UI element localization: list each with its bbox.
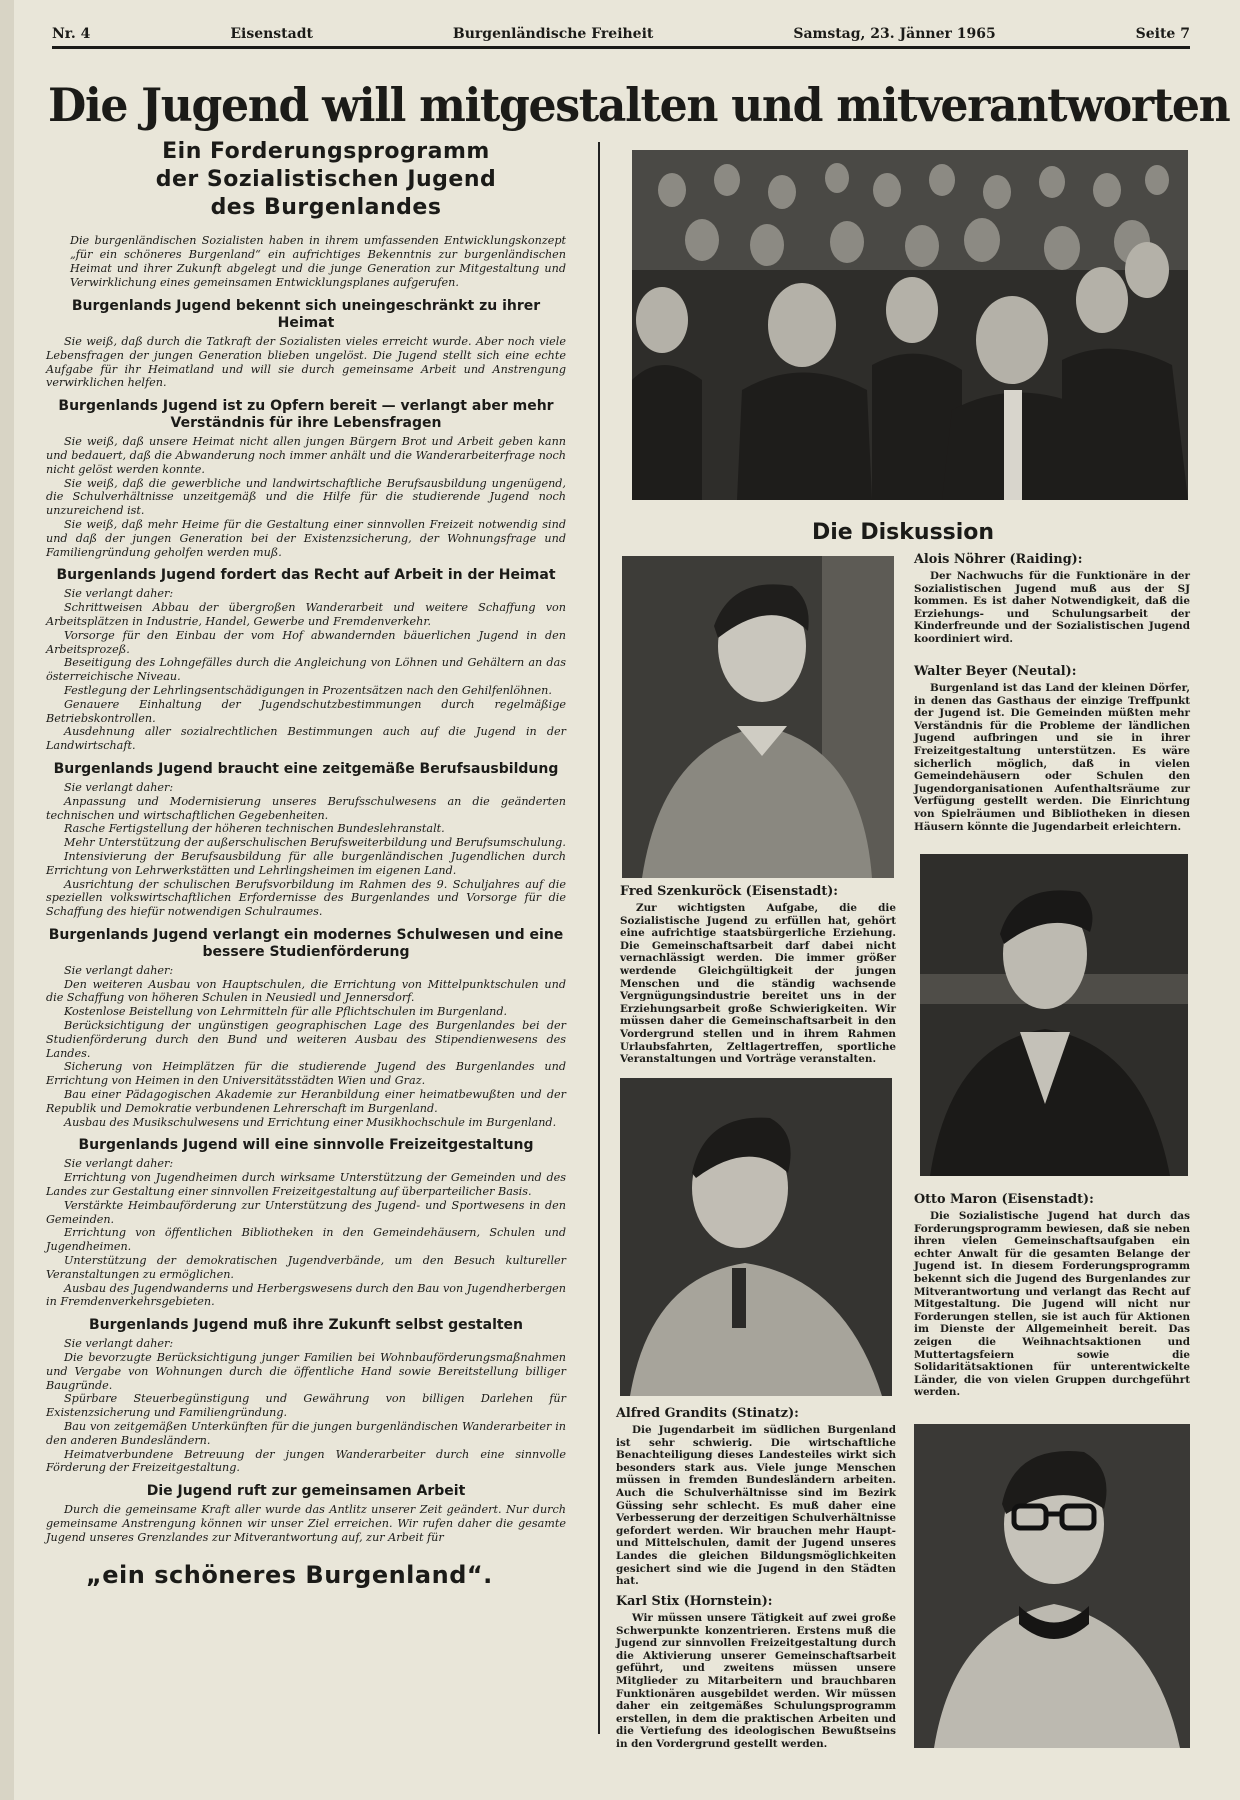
program-section (46, 1483, 566, 1544)
section-paragraph: Verstärkte Heimbauförderung zur Unterstützung des Jugend- und Sportwesens in den Gemeinden. (46, 1198, 566, 1226)
section-paragraph: Bau von zeitgemäßen Unterkünften für die jungen burgenländischen Wanderarbeiter in den anderen Bundesländern. (46, 1420, 566, 1447)
program-section (46, 761, 566, 919)
section-lead: Sie verlangt daher: (64, 587, 174, 601)
section-paragraph: Festlegung der Lehrlingsentschädigungen in Prozentsätzen nach den Gehilfenlöhnen. (64, 683, 552, 697)
closing-slogan: „ein schöneres Burgenland“. (86, 1560, 493, 1589)
issue-date: Samstag, 23. Jänner 1965 (793, 26, 996, 42)
section-title: Burgenlands Jugend braucht eine zeitgemäße Berufsausbildung (53, 760, 559, 777)
speaker-block (914, 664, 1190, 833)
speaker-block (914, 552, 1190, 646)
section-paragraph: Beseitigung des Lohngefälles durch die Angleichung von Löhnen und Gehältern an das österreichische Niveau. (46, 656, 566, 684)
photo-speaker-4 (914, 1424, 1190, 1748)
speaker-block (616, 1594, 896, 1751)
headline: Die Jugend will mitgestalten und mitverantworten (48, 78, 1230, 132)
subtitle-line: Ein Forderungsprogramm (162, 139, 490, 164)
section-paragraph: Bau einer Pädagogischen Akademie zur Heranbildung einer heimatbewußten und der Republik und Demokratie verbundenen Lehrerschaft im Burgenland. (46, 1088, 566, 1115)
section-paragraph: Unterstützung der demokratischen Jugendverbände, um den Besuch kultureller Veranstaltungen zu ermöglichen. (46, 1254, 566, 1281)
section-title: Burgenlands Jugend muß ihre Zukunft selbst gestalten (88, 1317, 524, 1334)
section-paragraph: Ausbau des Jugendwanderns und Herbergswesens durch den Bau von Jugendherbergen in Fremdenverkehrsgebieten. (46, 1281, 566, 1309)
program-section (46, 927, 566, 1130)
section-paragraph: Errichtung von öffentlichen Bibliotheken in den Gemeindehäusern, Schulen und Jugendheimen. (46, 1226, 566, 1254)
program-section (46, 298, 566, 390)
speaker-text: Wir müssen unsere Tätigkeit auf zwei große Schwerpunkte konzentrieren. Erstens muß die Jugend zur sinnvollen Freizeitgestaltung durch die Aktivierung unserer Gemeinschaftsarbeit geführt, und zweitens müssen unsere Mitglieder zu Mitarbeitern und brauchbaren Funktionären ausgebildet werden. Wir müssen daher ein zeitgemäßes Schulungsprogramm erstellen, in dem die praktischen Arbeiten und die Vertiefung des ideologischen Bewußtseins in den Vordergrund gestellt werden. (616, 1612, 896, 1750)
section-paragraph: Spürbare Steuerbegünstigung und Gewährung von billigen Darlehen für Existenzsicherung und Familiengründung. (46, 1392, 566, 1420)
section-paragraph: Ausbau des Musikschulwesens und Errichtung einer Musikhochschule im Burgenland. (64, 1115, 557, 1129)
section-paragraph: Den weiteren Ausbau von Hauptschulen, die Errichtung von Mittelpunktschulen und die Schaffung von höheren Schulen in Neusiedl und Jennersdorf. (46, 977, 566, 1005)
section-title: Burgenlands Jugend bekennt sich uneingeschränkt zu ihrer Heimat (71, 298, 541, 331)
page-edge (0, 0, 14, 1800)
left-column (46, 138, 566, 1589)
section-lead: Sie verlangt daher: (64, 780, 174, 794)
section-paragraph: Intensivierung der Berufsausbildung für alle burgenländischen Jugendlichen durch Errichtung von Lehrwerkstätten und Lehrlingsheimen im eigenen Land. (46, 849, 566, 877)
section-paragraph: Berücksichtigung der ungünstigen geographischen Lage des Burgenlandes bei der Studienförderung durch den Bund und weiteren Ausbau des Stipendienwesens des Landes. (46, 1019, 566, 1060)
photo-audience (632, 150, 1188, 500)
page-number: Seite 7 (1135, 26, 1190, 42)
section-lead: Sie verlangt daher: (64, 1157, 174, 1171)
speaker-text: Burgenland ist das Land der kleinen Dörfer, in denen das Gasthaus der einzige Treffpunkt der Jugend ist. Die Gemeinden müßten mehr Verständnis für die Probleme der ländlichen Jugend aufbringen und sie in ihrer Freizeitgestaltung unterstützen. Es wäre sicherlich möglich, daß in vielen Gemeindehäusern oder Schulen den Jugendorganisationen Aufenthaltsräume zur Verfügung gestellt werden. Die Einrichtung von Spielräumen und Bibliotheken in diesen Häusern könnte die Jugendarbeit erleichtern. (914, 682, 1190, 833)
issue-number: Nr. 4 (52, 26, 91, 42)
section-paragraph: Sie weiß, daß durch die Tatkraft der Sozialisten vieles erreicht wurde. Aber noch viele Lebensfragen der jungen Generation blieben ungelöst. Die Jugend stellt sich eine echte Aufgabe für ihr Heimatland und will sie durch gemeinsame Arbeit und Anstrengung verwirklichen helfen. (46, 335, 566, 390)
section-paragraph: Ausdehnung aller sozialrechtlichen Bestimmungen auch auf die Jugend in der Landwirtschaft. (46, 725, 566, 753)
speaker-block (616, 1406, 896, 1588)
section-paragraph: Kostenlose Beistellung von Lehrmitteln für alle Pflichtschulen im Burgenland. (64, 1005, 508, 1019)
page-header (52, 26, 1190, 48)
speaker-text: Die Sozialistische Jugend hat durch das Forderungsprogramm bewiesen, daß sie neben ihren vielen Gemeinschaftsaufgaben ein echter Anwalt für die gesamten Belange der Jugend ist. In diesem Forderungsprogramm bekennt sich die Jugend des Burgenlandes zur Mitverantwortung und verlangt das Recht auf Mitgestaltung. Die Jugend will nicht nur Forderungen stellen, sie ist auch für Aktionen im Dienste der Allgemeinheit bereit. Das zeigen die Weihnachtsaktionen und Muttertagsfeiern sowie die Solidaritätsaktionen für unterentwickelte Länder, die von vielen Gruppen durchgeführt werden. (914, 1210, 1190, 1399)
section-paragraph: Die bevorzugte Berücksichtigung junger Familien bei Wohnbauförderungsmaßnahmen und Vergabe von Wohnungen durch die öffentliche Hand sowie Bereitstellung billiger Baugründe. (46, 1351, 566, 1392)
section-paragraph: Ausrichtung der schulischen Berufsvorbildung im Rahmen des 9. Schuljahres auf die speziellen volkswirtschaftlichen Erfordernisse des Burgenlandes und Vorsorge für die Schaffung des hiefür notwendigen Schulraumes. (46, 877, 566, 919)
section-paragraph: Heimatverbundene Betreuung der jungen Wanderarbeiter durch eine sinnvolle Förderung der Freizeitgestaltung. (46, 1447, 566, 1475)
subtitle-line: der Sozialistischen Jugend (155, 167, 497, 192)
section-title: Die Jugend ruft zur gemeinsamen Arbeit (146, 1483, 466, 1500)
section-paragraph: Rasche Fertigstellung der höheren technischen Bundeslehranstalt. (64, 822, 445, 836)
section-title: Burgenlands Jugend ist zu Opfern bereit — verlangt aber mehr Verständnis für ihre Lebensfragen (58, 398, 554, 432)
section-paragraph: Sie weiß, daß unsere Heimat nicht allen jungen Bürgern Brot und Arbeit geben kann und bedauert, daß die Abwanderung noch immer anhält und die Wanderarbeiterfrage noch nicht gelöst werden konnte. (46, 435, 566, 476)
speaker-block (914, 1192, 1190, 1399)
section-lead: Sie verlangt daher: (64, 963, 174, 977)
place-name: Eisenstadt (230, 26, 313, 42)
speaker-name: Alois Nöhrer (Raiding): (914, 552, 1083, 567)
section-paragraph: Sie weiß, daß mehr Heime für die Gestaltung einer sinnvollen Freizeit notwendig sind und daß der jungen Generation bei der Existenzsicherung, der Wohnungsfrage und Familiengründung geholfen werden muß. (46, 517, 566, 559)
speaker-name: Karl Stix (Hornstein): (616, 1594, 773, 1609)
section-paragraph: Schrittweisen Abbau der übergroßen Wanderarbeit und weitere Schaffung von Arbeitsplätzen in Industrie, Handel, Gewerbe und Fremdenverkehr. (46, 601, 566, 628)
subtitle-line: des Burgenlandes (210, 195, 442, 220)
section-paragraph: Mehr Unterstützung der außerschulischen Berufsweiterbildung und Berufsumschulung. (64, 836, 566, 850)
section-title: Burgenlands Jugend fordert das Recht auf Arbeit in der Heimat (56, 567, 556, 584)
speaker-name: Otto Maron (Eisenstadt): (914, 1192, 1094, 1207)
section-title: Burgenlands Jugend verlangt ein modernes Schulwesen und eine bessere Studienförderung (48, 926, 564, 960)
speaker-text: Zur wichtigsten Aufgabe, die die Sozialistische Jugend zu erfüllen hat, gehört eine aufrichtige staatsbürgerliche Erziehung. Die Gemeinschaftsarbeit darf dabei nicht vernachlässigt werden. Die immer größer werdende Gleichgültigkeit der jungen Menschen und die ständig wachsende Vergnügungsindustrie bereitet uns in der Erziehungsarbeit große Schwierigkeiten. Wir müssen daher die Gemeinschaftsarbeit in den Vordergrund stellen und in ihrem Rahmen Urlaubsfahrten, Zeltlagertreffen, sportliche Veranstaltungen und Vorträge veranstalten. (620, 902, 896, 1066)
section-paragraph: Genauere Einhaltung der Jugendschutzbestimmungen durch regelmäßige Betriebskontrollen. (46, 697, 566, 725)
column-divider (598, 142, 600, 1734)
section-paragraph: Anpassung und Modernisierung unseres Berufsschulwesens an die geänderten technischen und wirtschaftlichen Gegebenheiten. (46, 794, 566, 822)
section-paragraph: Sicherung von Heimplätzen für die studierende Jugend des Burgenlandes und Errichtung von Heimen in den Universitätsstädten Wien und Graz. (46, 1060, 566, 1088)
speaker-text: Die Jugendarbeit im südlichen Burgenland ist sehr schwierig. Die wirtschaftliche Benachteiligung dieses Landesteiles wirkt sich besonders stark aus. Viele junge Menschen müssen in fremden Bundesländern arbeiten. Auch die Schulverhältnisse sind im Bezirk Güssing sehr schlecht. Es muß daher eine Verbesserung der derzeitigen Schulverhältnisse gefordert werden. Wir brauchen mehr Haupt- und Mittelschulen, damit der Jugend unseres Landes die gleichen Bildungsmöglichkeiten gesichert sind wie die Jugend in den Städten hat. (616, 1424, 896, 1588)
section-title: Burgenlands Jugend will eine sinnvolle Freizeitgestaltung (78, 1137, 534, 1154)
speaker-name: Fred Szenkuröck (Eisenstadt): (620, 884, 839, 899)
speaker-name: Alfred Grandits (Stinatz): (616, 1406, 799, 1421)
speaker-text: Der Nachwuchs für die Funktionäre in der Sozialistischen Jugend muß aus der SJ kommen. Es ist daher Notwendigkeit, daß die Erziehungs- und Schulungsarbeit der Kinderfreunde und der Sozialistischen Jugend koordiniert wird. (914, 570, 1190, 645)
newspaper-name: Burgenländische Freiheit (452, 26, 654, 42)
sections (46, 298, 566, 1545)
section-paragraph: Durch die gemeinsame Kraft aller wurde das Antlitz unserer Zeit geändert. Nur durch gemeinsame Anstrengung können wir unser Ziel erreichen. Wir rufen daher die gesamte Jugend unseres Grenzlandes zur Mitverantwortung auf, zur Arbeit für (46, 1503, 566, 1544)
program-section (46, 1137, 566, 1309)
header-rule (52, 46, 1190, 49)
article-subtitle (46, 138, 566, 222)
section-paragraph: Errichtung von Jugendheimen durch wirksame Unterstützung der Gemeinden und des Landes zur Gestaltung einer sinnvollen Freizeitgestaltung auf überparteilicher Basis. (46, 1171, 566, 1199)
section-paragraph: Vorsorge für den Einbau der vom Hof abwandernden bäuerlichen Jugend in den Arbeitsprozeß. (46, 628, 566, 656)
discussion-title: Die Diskussion (812, 520, 995, 545)
program-section (46, 567, 566, 753)
speaker-block (620, 884, 896, 1066)
photo-speaker-1 (622, 556, 894, 878)
intro-paragraph: Die burgenländischen Sozialisten haben in ihrem umfassenden Entwicklungskonzept „für ein schöneres Burgenland“ ein aufrichtiges Bekenntnis zur burgenländischen Heimat und ihrer Zukunft abgelegt und die junge Generation zur Mitgestaltung und Verwirklichung eines gemeinsamen Entwicklungsplanes aufgerufen. (70, 234, 566, 289)
speaker-name: Walter Beyer (Neutal): (914, 664, 1077, 679)
section-lead: Sie verlangt daher: (64, 1337, 174, 1351)
photo-speaker-3 (620, 1078, 892, 1396)
section-paragraph: Sie weiß, daß die gewerbliche und landwirtschaftliche Berufsausbildung ungenügend, die Schulverhältnisse unzeitgemäß und die Hilfe für die studierende Jugend noch unzureichend ist. (46, 476, 566, 518)
photo-speaker-2 (920, 854, 1188, 1176)
program-section (46, 398, 566, 559)
program-section (46, 1317, 566, 1475)
